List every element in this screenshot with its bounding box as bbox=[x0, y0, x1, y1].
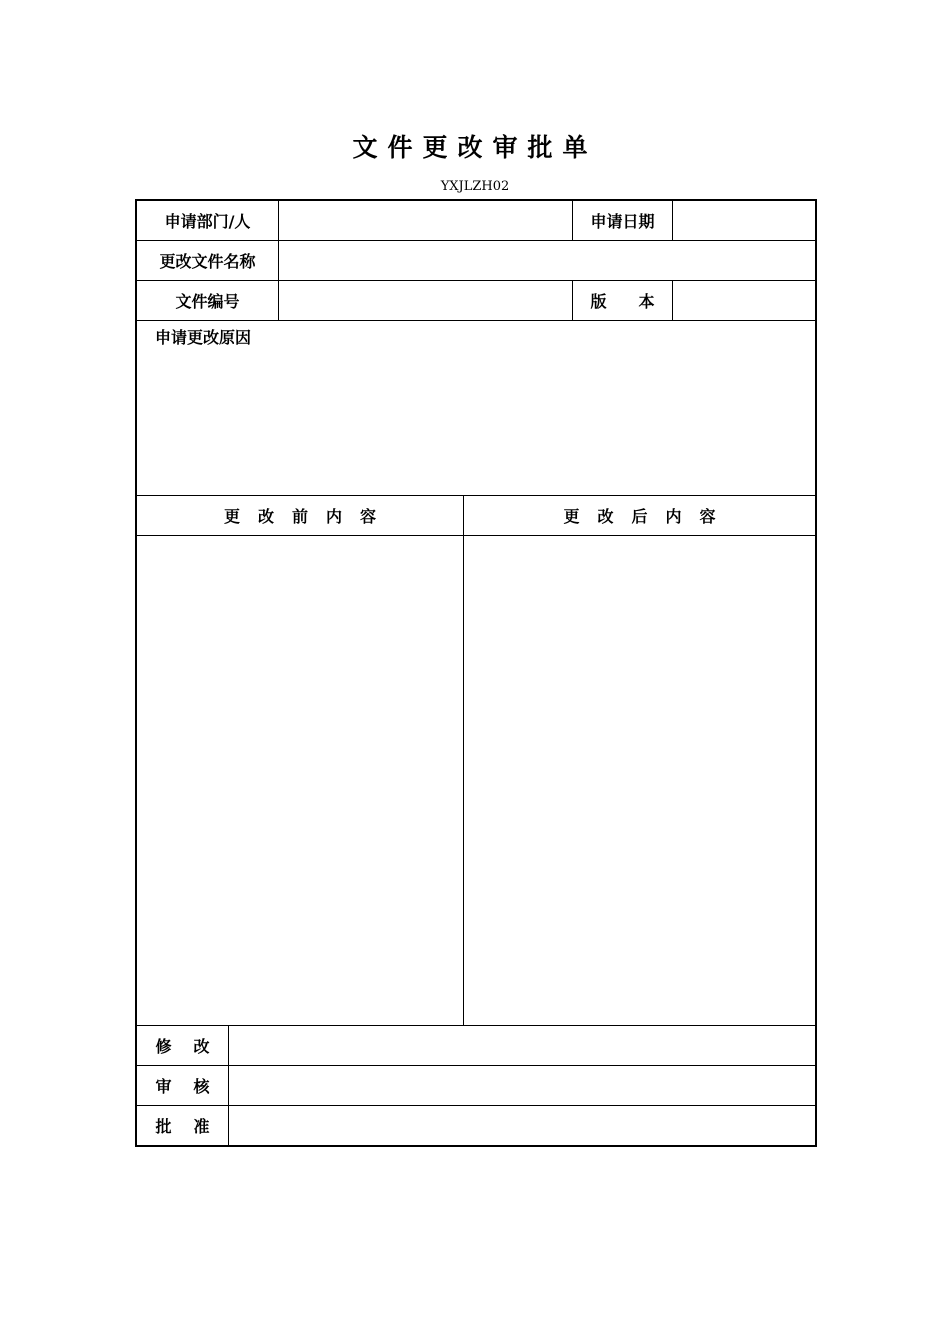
approve-label: 批准 bbox=[155, 1117, 232, 1136]
before-content[interactable] bbox=[137, 536, 464, 1026]
review-label: 审核 bbox=[155, 1077, 232, 1096]
approve-field[interactable] bbox=[229, 1106, 815, 1145]
doc-number-label: 文件编号 bbox=[137, 281, 279, 321]
date-label: 申请日期 bbox=[573, 201, 673, 241]
applicant-label: 申请部门/人 bbox=[137, 201, 279, 241]
reason-label: 申请更改原因 bbox=[155, 328, 252, 347]
before-header bbox=[137, 496, 464, 536]
doc-number-field[interactable] bbox=[279, 281, 573, 321]
doc-name-field[interactable] bbox=[279, 241, 815, 281]
approval-form bbox=[135, 199, 817, 1147]
modify-label: 修改 bbox=[155, 1037, 232, 1056]
review-label-cell bbox=[137, 1066, 232, 1106]
approve-label-cell bbox=[137, 1106, 232, 1145]
date-field[interactable] bbox=[673, 201, 815, 241]
version-field[interactable] bbox=[673, 281, 815, 321]
after-label: 更改后内容 bbox=[563, 507, 734, 526]
before-label: 更改前内容 bbox=[223, 507, 394, 526]
modify-label-cell bbox=[137, 1026, 232, 1066]
document-title: 文件更改审批单 bbox=[352, 133, 598, 162]
review-field[interactable] bbox=[229, 1066, 815, 1106]
version-label: 版 本 bbox=[573, 281, 673, 321]
reason-area[interactable] bbox=[137, 321, 815, 496]
after-content[interactable] bbox=[464, 536, 815, 1026]
doc-name-label: 更改文件名称 bbox=[137, 241, 279, 281]
modify-field[interactable] bbox=[229, 1026, 815, 1066]
after-header bbox=[464, 496, 815, 536]
document-code: YXJLZH02 bbox=[440, 179, 510, 194]
applicant-field[interactable] bbox=[279, 201, 573, 241]
